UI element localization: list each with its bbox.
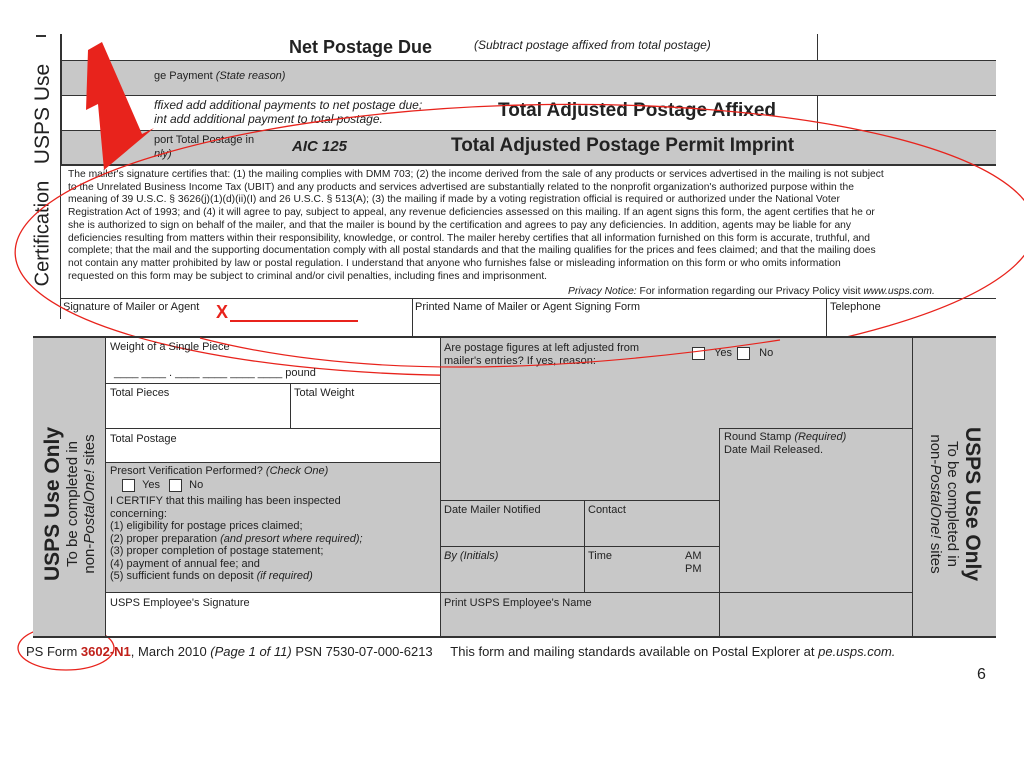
row3-text: ffixed add additional payments to net postage due; int add additional payment to total postage. (154, 98, 423, 126)
presort-yes-no: Yes No (122, 479, 203, 492)
usps-use-only-right-label: USPS Use Only To be completed in non-PostalOne! sites (927, 426, 984, 582)
row2-label: ge Payment (State reason) (154, 70, 286, 82)
privacy-notice: Privacy Notice: For information regarding our Privacy Policy visit www.usps.com. (568, 286, 935, 297)
employee-name-label: Print USPS Employee's Name (444, 597, 592, 609)
cert-line: to the Unrelated Business Income Tax (UBIT) and any products and services advertised are substantially related to the nonprofit organization's authorized purpose within the (68, 181, 854, 193)
row4-text: port Total Postage in nly) (154, 134, 255, 160)
usps-use-only-left-label: USPS Use Only To be completed in non-PostalOne! sites (41, 426, 98, 582)
signature-x-mark: X (216, 302, 229, 322)
telephone-label: Telephone (830, 301, 881, 313)
cert-line: she is authorized to sign on behalf of the mailer, and that the mailer is bound by the certification and agrees to pay any deficiencies. In addition, agents may be liable for any (68, 219, 852, 231)
presort-label: Presort Verification Performed? (Check One) (110, 465, 329, 477)
aic-code: AIC 125 (292, 138, 348, 155)
total-pieces-label: Total Pieces (110, 387, 170, 399)
cert-line: requested on this form may be subject to criminal and/or civil penalties, including fines and imprisonment. (68, 270, 548, 282)
contact-label: Contact (588, 504, 626, 516)
cert-line: deficiencies resulting from matters within their responsibility, knowledge, or control. The mailer hereby certifies that all information furnished on this form is accurate, truthful, and (68, 232, 870, 244)
employee-signature-label: USPS Employee's Signature (110, 597, 250, 609)
usps-use-top-side-label: USPS Use (31, 63, 54, 165)
time-label: Time (588, 550, 613, 562)
adjusted-yes-no: Yes No (692, 347, 773, 360)
net-postage-due-note: (Subtract postage affixed from total postage) (474, 38, 711, 52)
signature-label: Signature of Mailer or Agent (63, 301, 200, 313)
form-prefix: PS Form (26, 644, 78, 659)
weight-input[interactable]: ____ ____ . ____ ____ ____ ____ pound (114, 367, 316, 379)
round-stamp-label: Round Stamp (Required) Date Mail Released. (724, 431, 847, 456)
cert-line: meaning of 39 U.S.C. § 3626(j)(1)(d)(ii)(I) and 26 U.S.C. § 513(A); (3) the mailing if made by a voting registration official is required or authorized under the National Voter (68, 194, 840, 206)
page-number: 6 (977, 666, 986, 683)
date-mailer-notified-label: Date Mailer Notified (444, 504, 541, 516)
total-adjusted-postage-affixed: Total Adjusted Postage Affixed (498, 100, 776, 121)
cert-line: The mailer's signature certifies that: (1) the mailing complies with DMM 703; (2) the income derived from the sale of any products or services advertised in the mailing is not subject (68, 169, 884, 180)
printed-name-label: Printed Name of Mailer or Agent Signing Form (415, 301, 640, 313)
total-weight-label: Total Weight (294, 387, 355, 399)
footer-line: PS Form 3602-N1, March 2010 (Page 1 of 11) PSN 7530-07-000-6213 This form and mailing standards available on Postal Explorer at pe.usps.com. (26, 644, 896, 659)
cert-line: complete; that the mail and the supporting documentation comply with all postal standards and that the mailing qualifies for the prices and fees claimed; and that the mailing does (68, 245, 876, 257)
form-number: 3602-N1 (80, 644, 131, 659)
cert-line: Registration Act of 1993; and (4) it will agree to pay, subject to appeal, any revenue deficiencies assessed on this mailing. If an agent signs this form, the agent certifies that he or (68, 207, 875, 219)
certify-text: I CERTIFY that this mailing has been inspected concerning: (1) eligibility for postage prices claimed; (2) proper preparation (and presort where required); (3) proper completion of postage statement; (4) payment of annual fee; and (5) sufficient funds on deposit (if required) (110, 495, 363, 582)
adjusted-question: Are postage figures at left adjusted from mailer's entries? If yes, reason: (444, 342, 640, 367)
weight-label: Weight of a Single Piece (110, 341, 230, 353)
total-adjusted-postage-permit-imprint: Total Adjusted Postage Permit Imprint (451, 135, 795, 156)
cert-line: not contain any matter prohibited by law or postal regulation. I understand that anyone who furnishes false or misleading information on this form or who omits information (68, 257, 841, 269)
standards-link[interactable]: pe.usps.com. (818, 644, 896, 659)
by-initials-label: By (Initials) (444, 550, 499, 562)
certification-side-label: Certification (31, 180, 54, 287)
net-postage-due-title: Net Postage Due (289, 37, 433, 57)
am-pm-label: AM PM (685, 550, 702, 575)
total-postage-label: Total Postage (110, 433, 177, 445)
